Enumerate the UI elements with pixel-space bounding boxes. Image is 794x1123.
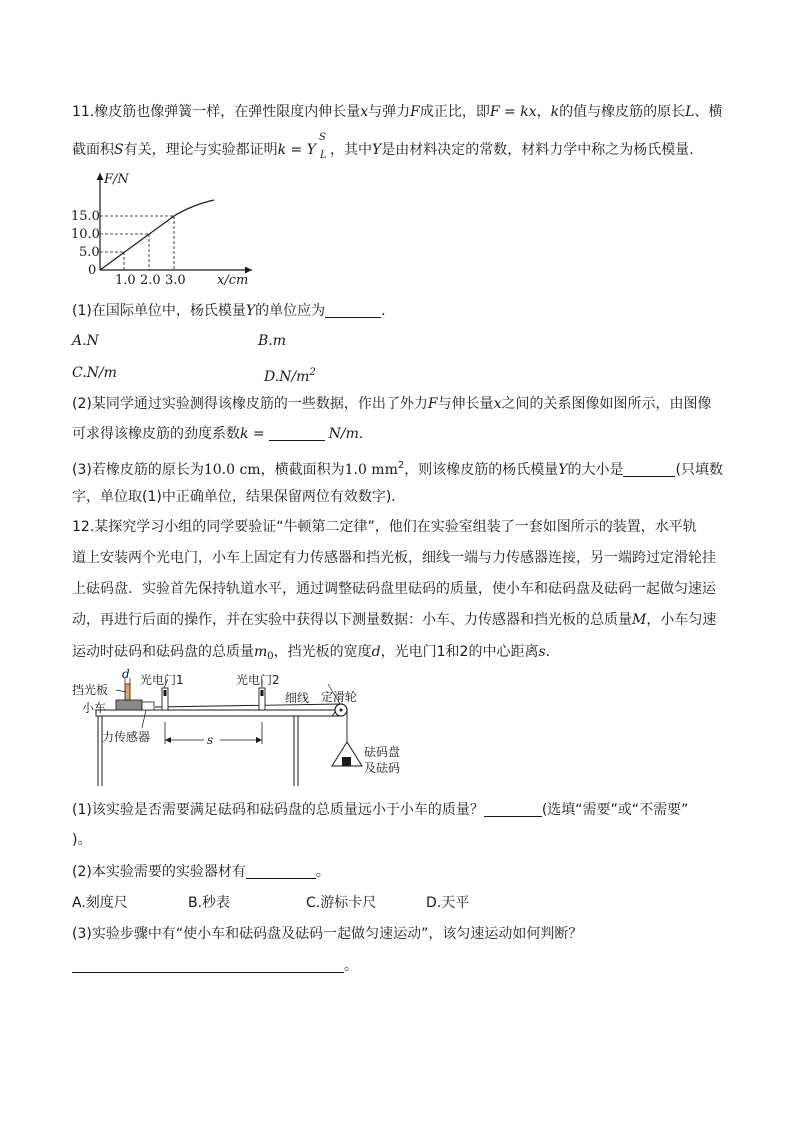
force-sensor xyxy=(142,702,154,710)
label-car: 小车 xyxy=(82,701,107,715)
q11-part3-line1: (3)若橡皮筋的原长为10.0 cm，横截面积为1.0 $mm^2$，则该橡皮筋的杨氏模量Y的大小是 (只填数 xyxy=(72,460,723,478)
q11-part1: (1)在国际单位中，杨氏模量Y的单位应为 ． xyxy=(72,303,396,319)
answer-blank-q11-1[interactable] xyxy=(325,303,381,318)
track xyxy=(96,710,340,716)
q11-part3-line2: 字，单位取(1)中正确单位，结果保留两位有效数字)． xyxy=(72,489,406,505)
q12-line4: 动，再进行后面的操作，并在实验中获得以下测量数据：小车、力传感器和挡光板的总质量M，小车匀速 xyxy=(72,612,717,628)
string xyxy=(155,704,341,707)
label-weights-2: 及砝码 xyxy=(364,761,401,775)
q11-part2-line2: 可求得该橡皮筋的劲度系数k = N/m． xyxy=(72,426,373,442)
apparatus-diagram xyxy=(70,667,420,792)
q11-part2-line1: (2)某同学通过实验测得该橡皮筋的一些数据，作出了外力F与伸长量x之间的关系图像如图所示，由图像 xyxy=(72,396,712,412)
q11-line1: 11.橡皮筋也像弹簧一样，在弹性限度内伸长量x与弹力F成正比，即F = kx，k的值与橡皮筋的原长L、横 xyxy=(72,104,723,120)
label-pulley: 定滑轮 xyxy=(321,690,358,704)
label-string: 细线 xyxy=(285,691,310,705)
label-photogate-1: 光电门1 xyxy=(140,673,184,687)
q12-line2: 道上安装两个光电门，小车上固定有力传感器和挡光板，细线一端与力传感器连接，另一端跨过定滑轮挂 xyxy=(72,550,716,566)
q11-option-c[interactable]: C.N/m xyxy=(72,365,117,381)
answer-blank-q11-3[interactable] xyxy=(623,462,675,477)
origin-label: 0 xyxy=(88,263,97,278)
x-tick-1: 1.0 xyxy=(115,273,136,288)
y-tick-15: 15.0 xyxy=(71,209,100,224)
y-tick-5: 5.0 xyxy=(79,245,100,260)
x-tick-2: 2.0 xyxy=(140,273,161,288)
q12-line3: 上砝码盘．实验首先保持轨道水平，通过调整砝码盘里砝码的质量，使小车和砝码盘及砝码一起做匀速运 xyxy=(72,581,716,597)
label-weights-1: 砝码盘 xyxy=(364,745,401,759)
x-tick-3: 3.0 xyxy=(165,273,186,288)
fraction-s-over-l: S L xyxy=(318,132,327,161)
y-tick-10: 10.0 xyxy=(71,227,100,242)
q12-part1-line1: (1)该实验是否需要满足砝码和砝码盘的总质量远小于小车的质量？ (选填“需要”或“不需要” xyxy=(72,802,689,818)
q12-part3: (3)实验步骤中有“使小车和砝码盘及砝码一起做匀速运动”，该匀速运动如何判断？ xyxy=(72,926,583,942)
y-axis-label: F/N xyxy=(104,172,129,187)
answer-blank-q12-3[interactable] xyxy=(72,958,344,973)
q12-option-c[interactable]: C.游标卡尺 xyxy=(306,895,377,911)
label-s: s xyxy=(207,733,214,747)
answer-blank-q12-1[interactable] xyxy=(484,802,542,817)
q11-option-b[interactable]: B.m xyxy=(258,333,287,349)
label-light-plate: 挡光板 xyxy=(72,683,109,697)
car-body xyxy=(116,700,142,710)
label-photogate-2: 光电门2 xyxy=(236,673,280,687)
q11-option-a[interactable]: A.N xyxy=(72,333,99,349)
q11-option-d[interactable]: $D.N/m^2$ xyxy=(264,367,316,385)
q12-option-a[interactable]: A.刻度尺 xyxy=(72,895,128,911)
q12-line1: 12.某探究学习小组的同学要验证“牛顿第二定律”，他们在实验室组装了一套如图所示的装置，水平轨 xyxy=(72,519,697,535)
q12-line5: 运动时砝码和砝码盘的总质量$m_0$，挡光板的宽度d，光电门1和2的中心距离s． xyxy=(72,644,560,662)
table-legs xyxy=(98,716,298,786)
label-force-sensor: 力传感器 xyxy=(102,730,151,744)
x-axis-label: x/cm xyxy=(217,273,249,288)
q12-option-d[interactable]: D.天平 xyxy=(426,895,470,911)
q12-part3-answer: 。 xyxy=(72,956,358,976)
force-extension-graph xyxy=(71,165,270,293)
q11-line2: 截面积S有关，理论与实验都证明k = Y S L ，其中Y是由材料决定的常数，材料力学中称之为杨氏模量． xyxy=(72,132,704,161)
weight-block xyxy=(342,757,351,766)
q12-part2: (2)本实验需要的实验器材有 。 xyxy=(72,864,330,880)
answer-blank-q11-2[interactable] xyxy=(269,426,325,441)
label-d: d xyxy=(122,667,130,681)
force-curve xyxy=(100,200,214,270)
q12-part1-line2: )。 xyxy=(72,832,92,848)
q12-option-b[interactable]: B.秒表 xyxy=(188,895,231,911)
answer-blank-q12-2[interactable] xyxy=(246,864,316,879)
